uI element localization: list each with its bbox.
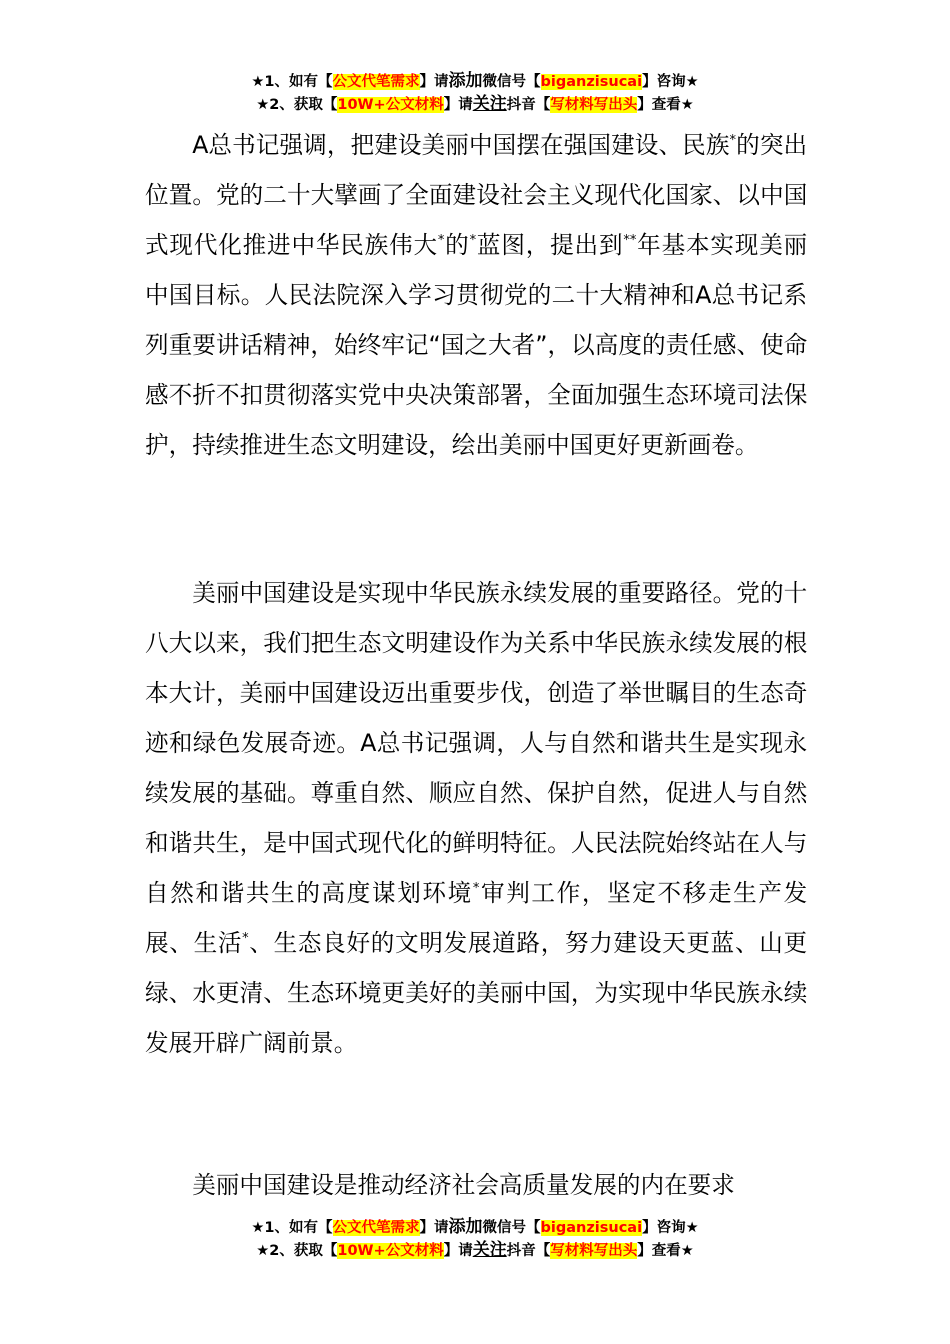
footer-line-2-mid: 】请 [443,1243,473,1259]
header-line-1-emphasis: 添加 [448,71,483,91]
footer-line-1-prefix: ★1、如有【 [251,1220,333,1236]
header-line-2-highlight-douyin: 写材料写出头 [550,97,638,113]
header-line-1-prefix: ★1、如有【 [251,74,333,90]
footer-line-2-emphasis: 关注 [472,1240,507,1260]
header-line-1-highlight-service: 公文代笔需求 [332,74,420,90]
header-line-2-highlight-materials: 10W+公文材料 [337,97,444,113]
paragraph-3: 美丽中国建设是推动经济社会高质量发展的内在要求 [192,1171,735,1199]
paragraph-2: 美丽中国建设是实现中华民族永续发展的重要路径。党的十八大以来，我们把生态文明建设作为关系中华民族永续发展的根本大计，美丽中国建设迈出重要步伐，创造了举世瞩目的生态奇迹和绿色发展奇迹。A总书记强调，人与自然和谐共生是实现永续发展的基础。尊重自然、顺应自然、保护自然，促进人与自然和谐共生，是中国式现代化的鲜明特征。人民法院始终站在人与自然和谐共生的高度谋划环境*审判工作，坚定不移走生产发展、生活*、生态良好的文明发展道路，努力建设天更蓝、山更绿、水更清、生态环境更美好的美丽中国，为实现中华民族永续发展开辟广阔前景。 [145,579,808,1057]
footer-line-1-emphasis: 添加 [448,1217,483,1237]
header-line-2-emphasis: 关注 [472,94,507,114]
footer-line-1 [0,1216,950,1239]
footer-banner [0,1216,950,1262]
footer-line-2-highlight-materials: 10W+公文材料 [337,1243,444,1259]
paragraph-1: A总书记强调，把建设美丽中国摆在强国建设、民族*的突出位置。党的二十大擘画了全面建设社会主义现代化国家、以中国式现代化推进中华民族伟大*的*蓝图，提出到**年基本实现美丽中国目标。人民法院深入学习贯彻党的二十大精神和A总书记系列重要讲话精神，始终牢记“国之大者”，以高度的责任感、使命感不折不扣贯彻落实党中央决策部署，全面加强生态环境司法保护，持续推进生态文明建设，绘出美丽中国更好更新画卷。 [145,131,808,459]
footer-line-2-prefix: ★2、获取【 [256,1243,338,1259]
header-line-2-suffix: 】查看★ [637,97,694,113]
footer-line-2 [0,1239,950,1262]
header-line-2-mid: 】请 [443,97,473,113]
footer-line-1-mid: 】请 [419,1220,449,1236]
footer-line-1-highlight-service: 公文代笔需求 [332,1220,420,1236]
footer-line-1-highlight-wechat: biganzisucai [540,1220,643,1236]
footer-line-2-highlight-douyin: 写材料写出头 [550,1243,638,1259]
header-line-2-mid2: 抖音【 [506,97,551,113]
header-banner [0,70,950,116]
header-line-2 [0,93,950,116]
footer-line-1-mid2: 微信号【 [482,1220,541,1236]
header-line-1-highlight-wechat: biganzisucai [540,74,643,90]
header-line-1 [0,70,950,93]
footer-line-1-suffix: 】咨询★ [642,1220,699,1236]
header-line-1-mid: 】请 [419,74,449,90]
header-line-1-mid2: 微信号【 [482,74,541,90]
header-line-2-prefix: ★2、获取【 [256,97,338,113]
footer-line-2-mid2: 抖音【 [506,1243,551,1259]
footer-line-2-suffix: 】查看★ [637,1243,694,1259]
header-line-1-suffix: 】咨询★ [642,74,699,90]
